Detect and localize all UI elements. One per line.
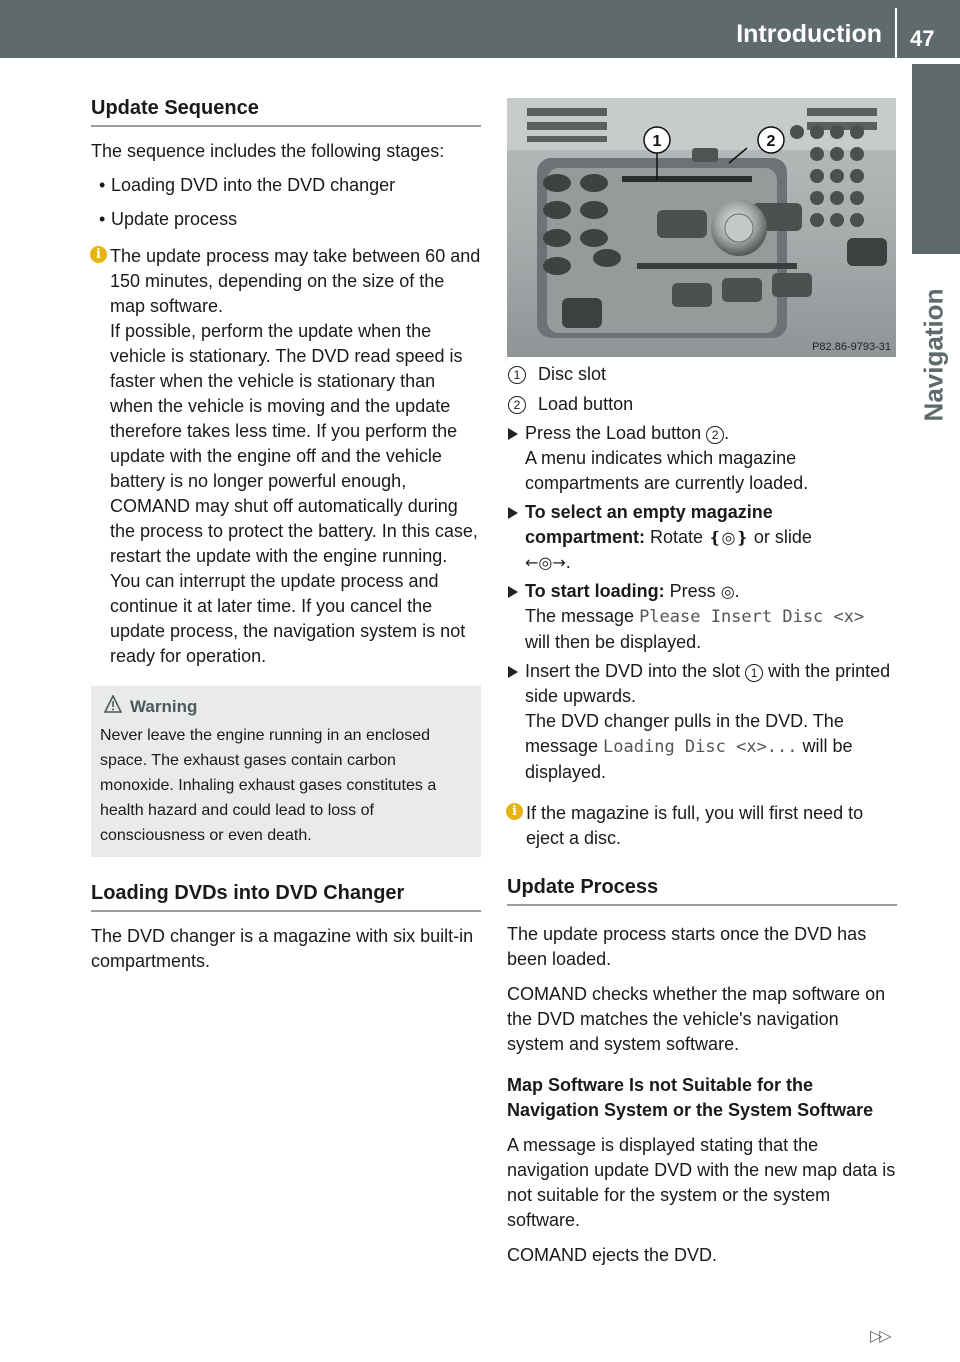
left-column xyxy=(91,96,481,974)
warning-title: Warning xyxy=(130,697,198,716)
continue-arrow-icon: ▷▷ xyxy=(870,1328,889,1345)
number-marker: 1 xyxy=(508,366,526,384)
right-column xyxy=(507,98,897,1268)
warning-header xyxy=(100,694,472,719)
info-note xyxy=(507,801,897,851)
step-text: Rotate xyxy=(645,527,709,547)
legend-item xyxy=(507,362,897,387)
sequence-intro: The sequence includes the following stages: xyxy=(91,141,445,161)
step-text: The message xyxy=(525,606,640,626)
update-process-text: COMAND ejects the DVD. xyxy=(507,1245,718,1265)
step-text: Press xyxy=(664,581,721,601)
update-process-heading: Update Process xyxy=(507,875,897,906)
step-text: . xyxy=(734,581,740,601)
dashboard-photo xyxy=(507,98,896,357)
step-label: To start loading: xyxy=(525,581,665,601)
number-marker: 2 xyxy=(508,396,526,414)
info-note xyxy=(91,244,481,669)
loading-text: The DVD changer is a magazine with six built-in compartments. xyxy=(91,926,474,971)
display-message: Loading Disc <x>... xyxy=(603,737,798,757)
step-text: Press the Load button xyxy=(525,423,707,443)
press-controller-icon: ◎ xyxy=(720,582,735,601)
number-marker: 2 xyxy=(706,426,724,444)
header-separator xyxy=(895,8,897,58)
info-icon: i xyxy=(506,803,523,820)
header-bar xyxy=(0,0,960,58)
legend-label: Disc slot xyxy=(538,364,607,384)
info-text-3: You can interrupt the update process and continue it at later time. If you cancel the update process, the navigation system is not ready for operation. xyxy=(110,571,466,666)
warning-text: Never leave the engine running in an enclosed space. The exhaust gases contain carbon monoxide. Inhaling exhaust gases constitutes a health hazard and could lead to loss of consciousness or even death. xyxy=(100,727,437,844)
info-text: The update process may take between 60 and 150 minutes, depending on the size of the map software. xyxy=(110,246,481,316)
bullet-item: • Update process xyxy=(91,207,481,232)
side-tab-text: Navigation xyxy=(918,288,949,422)
legend-item xyxy=(507,392,897,417)
step-select-compartment xyxy=(507,500,897,575)
side-tab-label xyxy=(908,270,960,440)
step-text: with the printed side upwards. xyxy=(525,661,891,706)
step-label: To select an empty magazine compartment: xyxy=(525,502,773,547)
display-message: Please Insert Disc <x> xyxy=(639,607,865,627)
step-text: A menu indicates which magazine compartments are currently loaded. xyxy=(525,448,809,493)
legend-label: Load button xyxy=(538,394,634,414)
step-text: Insert the DVD into the slot xyxy=(525,661,746,681)
warning-triangle-icon xyxy=(104,695,122,713)
update-process-text: The update process starts once the DVD has been loaded. xyxy=(507,924,867,969)
step-text: will be displayed. xyxy=(525,736,853,782)
warning-box xyxy=(91,686,481,857)
photo-code: P82.86-9793-31 xyxy=(812,341,891,353)
info-text: If the magazine is full, you will first need to eject a disc. xyxy=(526,803,864,848)
step-insert-dvd xyxy=(507,659,897,785)
info-text-2: If possible, perform the update when the vehicle is stationary. The DVD read speed is faster when the vehicle is stationary than when the vehicle is moving and the update therefore takes less time. If you perform the update with the engine off and the vehicle battery is no longer powerful enough, COMAND may shut off automatically during the process to protect the battery. In this case, restart the update with the engine running. xyxy=(110,321,478,566)
page-number: 47 xyxy=(910,26,935,51)
callout-1-label: 1 xyxy=(652,133,662,150)
step-text: or slide xyxy=(748,527,812,547)
section-title: Introduction xyxy=(736,20,882,48)
number-marker: 1 xyxy=(745,664,763,682)
rotate-controller-icon: ❴◎❵ xyxy=(708,528,749,547)
callout-2-label: 2 xyxy=(766,133,776,150)
info-icon: i xyxy=(90,246,107,263)
dashboard-illustration xyxy=(507,98,896,357)
step-press-load xyxy=(507,421,897,496)
subheading: Map Software Is not Suitable for the Navigation System or the System Software xyxy=(507,1075,874,1120)
side-tab xyxy=(912,64,960,254)
step-start-loading xyxy=(507,579,897,655)
bullet-item: • Loading DVD into the DVD changer xyxy=(91,173,481,198)
loading-heading: Loading DVDs into DVD Changer xyxy=(91,881,481,912)
update-process-text: A message is displayed stating that the navigation update DVD with the new map data is not suitable for the system or the system software. xyxy=(507,1135,896,1230)
update-sequence-heading: Update Sequence xyxy=(91,96,481,127)
update-process-text: COMAND checks whether the map software on the DVD matches the vehicle's navigation system and system software. xyxy=(507,984,886,1054)
step-text: . xyxy=(724,423,730,443)
step-text: will then be displayed. xyxy=(525,632,702,652)
step-text: The DVD changer pulls in the DVD. The message xyxy=(525,711,844,756)
step-text: . xyxy=(565,552,571,572)
slide-controller-icon: ←◎→ xyxy=(525,553,566,572)
